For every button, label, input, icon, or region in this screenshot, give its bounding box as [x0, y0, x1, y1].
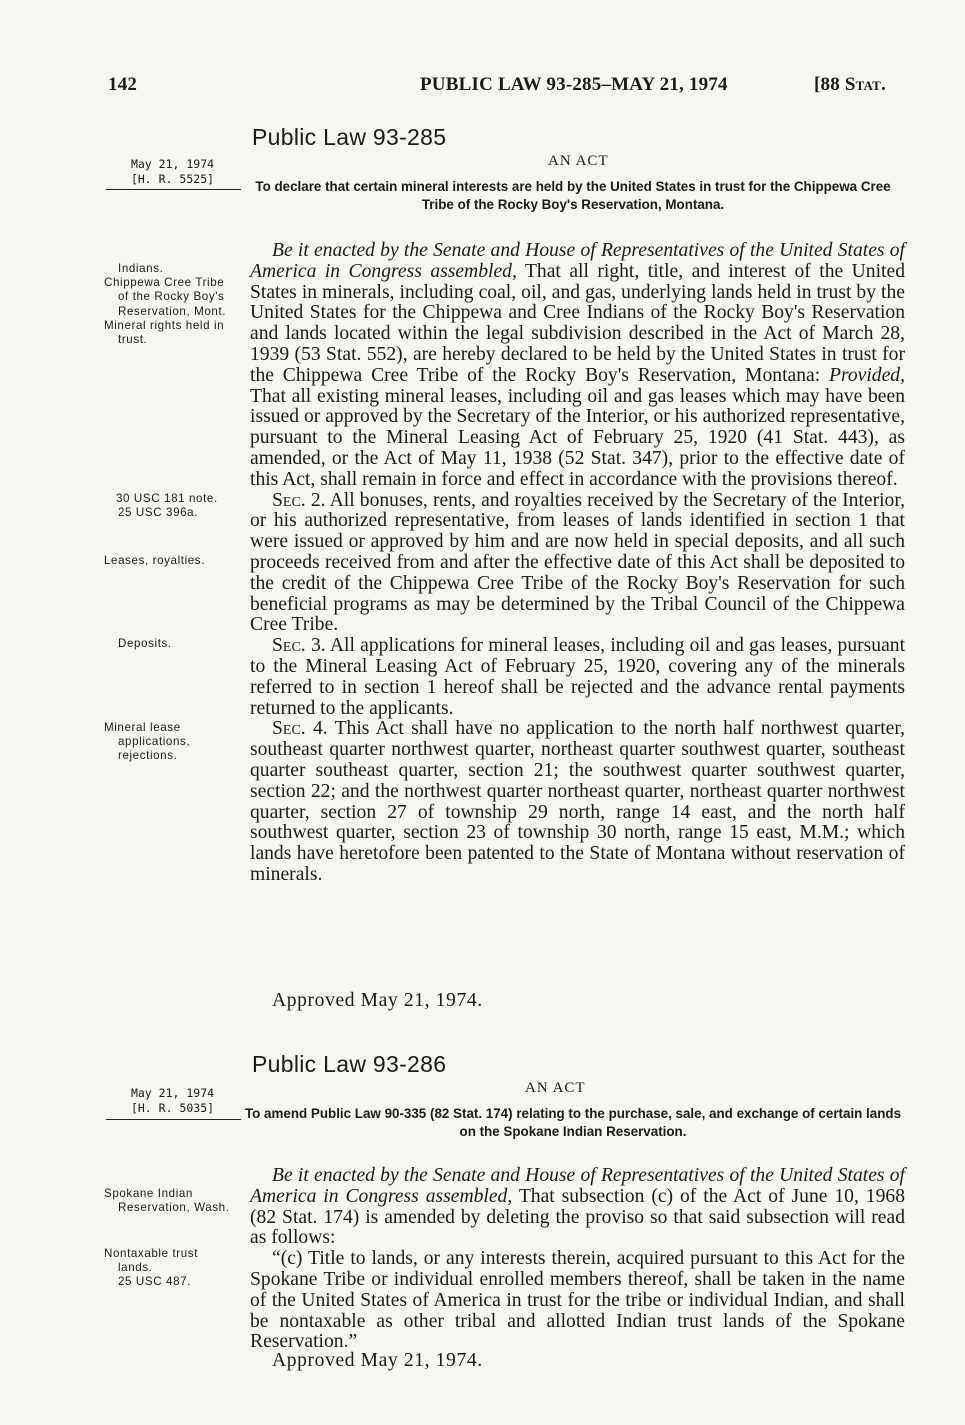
note-30-usc: 30 USC 181 note. — [116, 492, 218, 505]
law1-note-group-2 — [104, 492, 230, 520]
note-indians: Indians. — [118, 262, 164, 275]
law1-sec2-text: All bonuses, rents, and royalties received by the Secretary of the Interior, or his authorized representative, from leases of lands identified in section 1 that were issued or approved by him and are now held in special deposits, and all such proceeds received from and after the effective date of this Act shall be deposited to the credit of the Chippewa Cree Tribe of the Rocky Boy's Reservation for such beneficial programs as may be determined by the Tribal Council of the Chippewa Cree Tribe. — [250, 489, 905, 636]
law1-note-leases — [104, 554, 230, 568]
law2-date — [110, 1086, 235, 1116]
law1-note-deposits — [104, 637, 230, 651]
law1-section-1 — [250, 241, 905, 491]
note-leases-royalties: Leases, royalties. — [104, 554, 206, 567]
running-header-title: PUBLIC LAW 93-285–MAY 21, 1974 — [420, 74, 728, 95]
law1-sec3-label: Sec. 3. — [272, 635, 326, 657]
law2-text: That subsection (c) of the Act of June 10, 1968 (82 Stat. 174) is amended by deleting the proviso so that said subsection will read as follows: — [250, 1185, 905, 1249]
law2-approved: Approved May 21, 1974. — [272, 1350, 483, 1371]
law1-title: Public Law 93-285 — [252, 124, 447, 150]
note-deposits: Deposits. — [118, 637, 172, 650]
law1-note-group-1 — [104, 262, 230, 347]
law2-note-trust — [104, 1247, 230, 1290]
law1-date — [110, 157, 235, 187]
law2-bill-number: [H. R. 5035] — [130, 1101, 215, 1115]
law2-margin-rule — [106, 1119, 241, 1120]
note-nontaxable: Nontaxable trust lands. — [104, 1247, 199, 1275]
note-mineral-rights: Mineral rights held in trust. — [104, 318, 225, 347]
note-mineral-lease-applications: Mineral lease applications, rejections. — [104, 721, 191, 763]
law1-note-applications — [104, 721, 230, 764]
law2-date-text: May 21, 1974 — [130, 1086, 215, 1100]
law2-quoted-subsection: “(c) Title to lands, or any interests therein, acquired pursuant to this Act for the Spokane Tribe or individual enrolled members thereof, shall be taken in the name of the United States of America in trust for the tribe or individual Indian, and shall be nontaxable as other tribal and allotted Indian trust lands of the Spokane Reservation.” — [250, 1248, 905, 1353]
law1-sec2-label: Sec. 2. — [272, 489, 326, 511]
law1-section-4 — [250, 719, 905, 885]
page-number: 142 — [108, 74, 138, 95]
note-spokane-reservation: Spokane Indian Reservation, Wash. — [104, 1187, 230, 1215]
law1-body — [250, 241, 905, 886]
note-25-usc-487: 25 USC 487. — [118, 1275, 191, 1289]
law1-sec4-label: Sec. 4. — [272, 718, 328, 740]
law2-act-label: AN ACT — [525, 1080, 586, 1096]
law2-purpose: To amend Public Law 90-335 (82 Stat. 174) relating to the purchase, sale, and exchange of certain lands on the Spokane Indian Reservation. — [244, 1106, 902, 1139]
law1-date-text: May 21, 1974 — [130, 157, 215, 171]
law1-act-label: AN ACT — [548, 153, 609, 169]
law1-bill-number: [H. R. 5525] — [130, 172, 215, 186]
law2-body — [250, 1166, 905, 1353]
law1-sec1-proviso: That all existing mineral leases, including oil and gas leases which may have been issued or approved by the Secretary of the Interior, or his authorized representative, pursuant to the Mineral Leasing Act of February 25, 1920 (41 Stat. 443), as amended, or the Act of May 11, 1938 (52 Stat. 347), prior to the effective date of this Act, shall remain in force and effect in accordance with the provisions thereof. — [250, 385, 905, 490]
law2-note-spokane — [104, 1187, 230, 1215]
law1-enacting-clause: Be it enacted by the Senate and House of Representatives of the United States of America in Congress assembled, — [250, 240, 905, 282]
law1-sec4-text: This Act shall have no application to the north half northwest quarter, southeast quarter northwest quarter, northeast quarter southwest quarter, southeast quarter southeast quarter, section 21; the southwest quarter southwest quarter, section 22; and the northwest quarter northeast quarter, northeast quarter northwest quarter, section 27 of township 29 north, range 14 east, and the north half southwest quarter, section 23 of township 30 north, range 15 east, M.M.; which lands have heretofore been patented to the State of Montana without reservation of minerals. — [250, 718, 906, 885]
law1-margin-rule — [106, 189, 241, 190]
law2-title: Public Law 93-286 — [252, 1051, 447, 1077]
law1-approved: Approved May 21, 1974. — [272, 990, 483, 1011]
law1-provided: Provided, — [829, 364, 905, 386]
note-chippewa-cree: Chippewa Cree Tribe of the Rocky Boy's Reservation, Mont. — [104, 276, 227, 318]
law2-enacting-paragraph — [250, 1166, 905, 1249]
law1-purpose: To declare that certain mineral interests are held by the United States in trust for the Chippewa Cree Tribe of the Rocky Boy's Reservation, Montana. — [255, 179, 891, 212]
law1-sec1-text: That all right, title, and interest of the United States in minerals, including coal, oil, and gas, underlying lands held in trust by the United States for the Chippewa and Cree Indians of the Rocky Boy's Reservation and lands located within the legal subdivision described in the Act of March 28, 1939 (53 Stat. 552), are hereby declared to be held by the United States in trust for the Chippewa Cree Tribe of the Rocky Boy's Reservation, Montana: — [250, 260, 905, 386]
statute-volume: [88 Stat. — [814, 74, 886, 95]
law2-enacting-clause: Be it enacted by the Senate and House of Representatives of the United States of America in Congress assembled, — [250, 1165, 905, 1207]
law1-section-2 — [250, 491, 905, 637]
law1-section-3 — [250, 636, 905, 719]
law1-sec3-text: All applications for mineral leases, including oil and gas leases, pursuant to the Mineral Leasing Act of February 25, 1920, covering any of the minerals referred to in section 1 hereof shall be rejected and the advance rental payments returned to the applicants. — [250, 635, 906, 719]
note-25-usc: 25 USC 396a. — [118, 506, 199, 520]
